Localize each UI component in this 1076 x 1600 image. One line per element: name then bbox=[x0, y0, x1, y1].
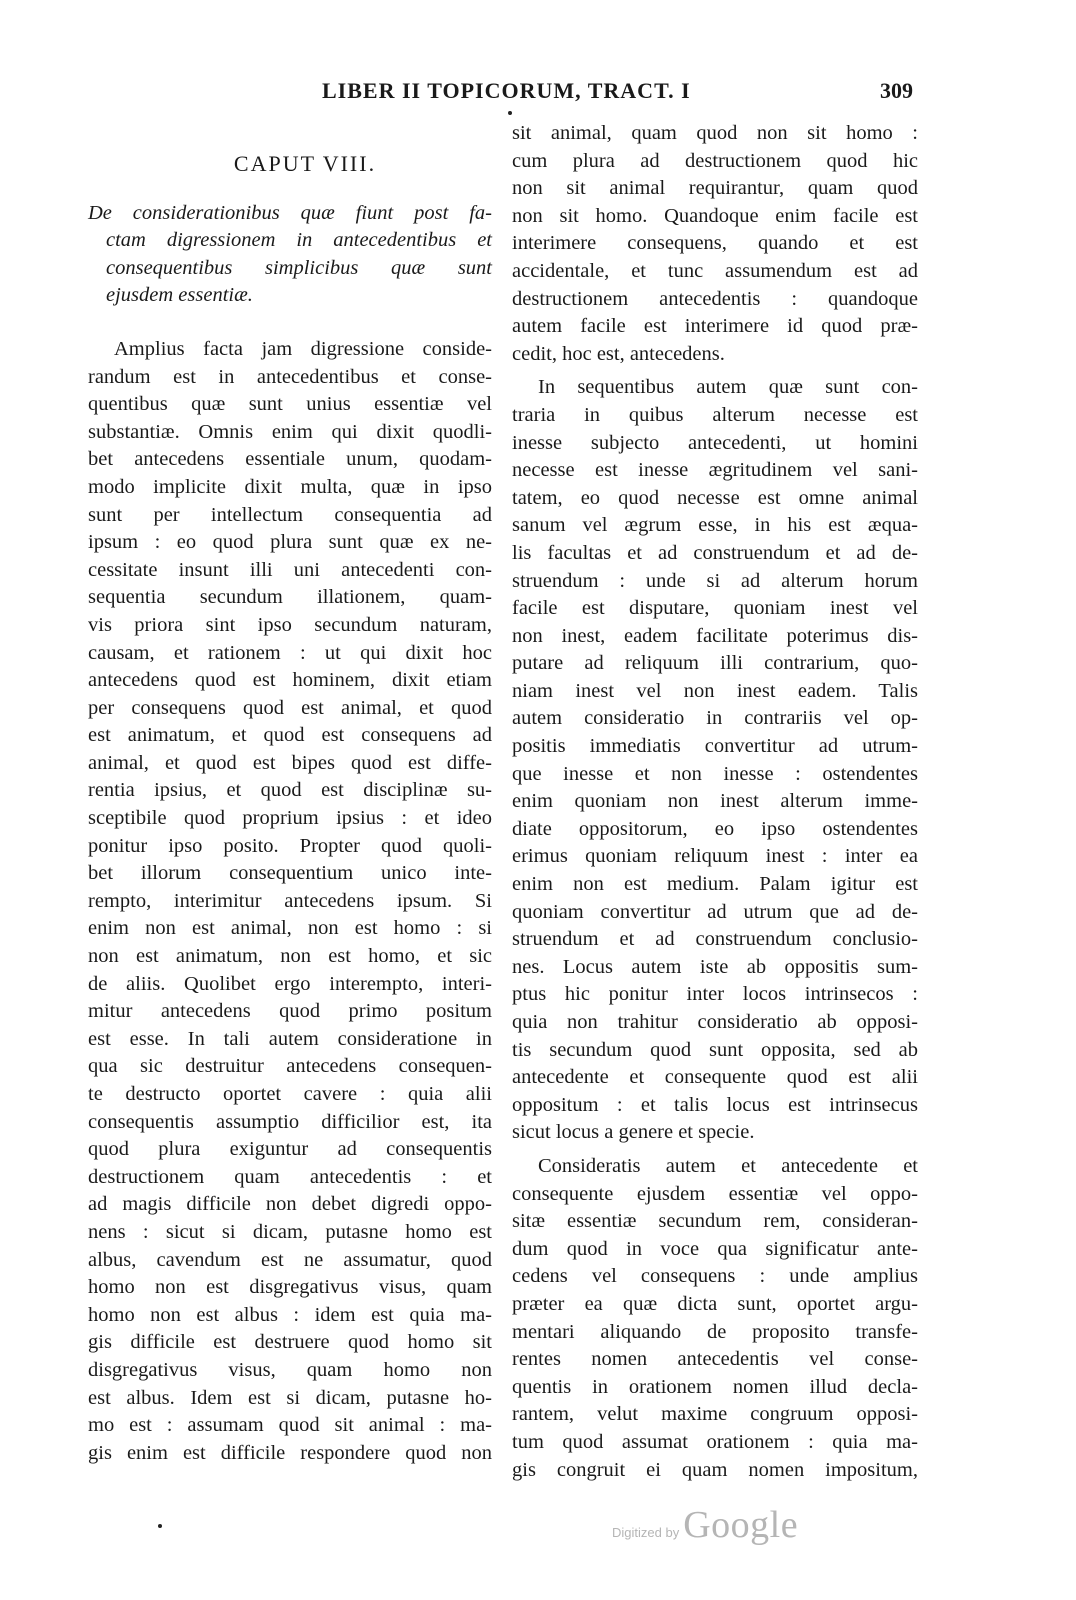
text-line: est albus. Idem est si dicam, putasne ho- bbox=[88, 1386, 492, 1409]
text-line: struendum et ad construendum conclusio- bbox=[512, 928, 918, 951]
text-line: sitæ essentiæ secundum rem, consideran- bbox=[512, 1210, 918, 1233]
text-line: ad magis difficile non debet digredi oppo- bbox=[88, 1193, 492, 1216]
text-line: erimus quoniam reliquum inest : inter ea bbox=[512, 845, 918, 868]
text-line: cedens vel consequens : unde amplius bbox=[512, 1265, 918, 1288]
text-line: oppositum : et talis locus est intrinsecus bbox=[512, 1093, 918, 1116]
text-line: substantiæ. Omnis enim qui dixit quodli- bbox=[88, 420, 492, 443]
text-line: antecedens quod est hominem, dixit etiam bbox=[88, 669, 492, 692]
paragraph-continuation bbox=[512, 120, 918, 368]
page-header bbox=[0, 72, 1076, 112]
text-line: gis congruit ei quam nomen impositum, bbox=[512, 1458, 918, 1481]
text-line: rempto, interimitur antecedens ipsum. Si bbox=[88, 889, 492, 912]
watermark-prefix: Digitized by bbox=[612, 1525, 680, 1540]
text-line: struendum : unde si ad alterum horum bbox=[512, 569, 918, 592]
text-line: niam inest vel non inest eadem. Talis bbox=[512, 679, 918, 702]
text-line: accidentale, et tunc assumendum est ad bbox=[512, 259, 918, 282]
text-line: animal, et quod est bipes quod est diffe- bbox=[88, 751, 492, 774]
text-line: rentia ipsius, et quod est disciplinæ su- bbox=[88, 779, 492, 802]
text-line: albus, cavendum est ne assumatur, quod bbox=[88, 1248, 492, 1271]
text-line: que inesse et non inesse : ostendentes bbox=[512, 762, 918, 785]
summary-line: ctam digressionem in antecedentibus et bbox=[106, 229, 492, 252]
text-line: enim non est animal, non est homo : si bbox=[88, 917, 492, 940]
text-line: vis priora sint ipso secundum naturam, bbox=[88, 613, 492, 636]
text-line: te destructo oportet cavere : quia alii bbox=[88, 1083, 492, 1105]
text-line: bet antecedens essentiale unum, quodam- bbox=[88, 448, 492, 471]
text-line: sicut locus a genere et specie. bbox=[512, 1121, 755, 1144]
text-line: sit animal, quam quod non sit homo : bbox=[512, 122, 918, 144]
running-head: LIBER II TOPICORUM, TRACT. I bbox=[322, 78, 691, 103]
text-line: Amplius facta jam digressione conside- bbox=[114, 337, 492, 360]
text-line: quia non trahitur consideratio ab opposi- bbox=[512, 1011, 918, 1033]
text-line: In sequentibus autem quæ sunt con- bbox=[538, 376, 918, 399]
text-line: destructionem antecedentis : quandoque bbox=[512, 287, 918, 310]
google-logo: Google bbox=[683, 1504, 799, 1546]
chapter-title: CAPUT VIII. bbox=[233, 151, 377, 176]
summary-line: ejusdem essentiæ. bbox=[106, 284, 253, 307]
paragraph-names bbox=[512, 1153, 918, 1484]
text-line: non sit homo. Quandoque enim facile est bbox=[512, 204, 918, 227]
text-line: præter ea quæ dicta sunt, oportet argu- bbox=[512, 1292, 918, 1315]
print-speck bbox=[508, 111, 512, 115]
text-line: ipsum : eo quod plura sunt quæ ex ne- bbox=[88, 531, 492, 554]
text-line: quentibus quæ sunt unius essentiæ vel bbox=[88, 393, 492, 416]
text-line: nes. Locus autem iste ab oppositis sum- bbox=[512, 955, 918, 978]
text-line: cedit, hoc est, antecedens. bbox=[512, 342, 725, 365]
text-line: mitur antecedens quod primo positum bbox=[88, 1000, 492, 1023]
text-line: disgregativus visus, quam homo non bbox=[88, 1358, 492, 1381]
text-line: gis difficile est destruere quod homo sit bbox=[88, 1331, 492, 1354]
text-line: non sit animal requirantur, quam quod bbox=[512, 177, 918, 200]
left-column bbox=[88, 120, 492, 1467]
text-line: facile est disputare, quoniam inest vel bbox=[512, 597, 918, 620]
text-line: causam, et rationem : ut qui dixit hoc bbox=[88, 641, 492, 664]
text-line: sceptibile quod proprium ipsius : et ideo bbox=[88, 807, 492, 830]
text-line: modo implicite dixit multa, quæ in ipso bbox=[88, 475, 492, 498]
text-line: de aliis. Quolibet ergo interempto, interi- bbox=[88, 972, 492, 995]
text-line: sequentia secundum illationem, quam- bbox=[88, 586, 492, 609]
text-line: ponitur ipso posito. Propter quod quoli- bbox=[88, 834, 492, 857]
text-line: mo est : assumam quod sit animal : ma- bbox=[88, 1414, 492, 1437]
summary-line: De considerationibus quæ fiunt post fa- bbox=[88, 201, 492, 224]
text-line: quod plura exiguntur ad consequentis bbox=[88, 1138, 492, 1161]
digitized-watermark bbox=[612, 1503, 852, 1553]
text-line: destructionem quam antecedentis : et bbox=[88, 1165, 492, 1188]
text-line: non inest, eadem facilitate poterimus dis- bbox=[512, 624, 918, 647]
text-line: diate oppositorum, eo ipso ostendentes bbox=[512, 817, 918, 840]
text-line: putare ad reliquum illi contrarium, quo- bbox=[512, 652, 918, 675]
text-line: enim quoniam non inest alterum imme- bbox=[512, 790, 918, 813]
text-line: randum est in antecedentibus et conse- bbox=[88, 365, 492, 388]
text-line: autem consideratio in contrariis vel op- bbox=[512, 707, 918, 730]
text-line: mentari aliquando de proposito transfe- bbox=[512, 1320, 918, 1343]
text-line: rentes nomen antecedentis vel conse- bbox=[512, 1348, 918, 1371]
text-line: non est animatum, non est homo, et sic bbox=[88, 945, 492, 968]
summary-line: consequentibus simplicibus quæ sunt bbox=[106, 256, 492, 279]
text-line: dum quod in voce qua significatur ante- bbox=[512, 1237, 918, 1260]
text-line: consequente ejusdem essentiæ vel oppo- bbox=[512, 1182, 918, 1205]
text-line: autem facile est interimere id quod præ- bbox=[512, 315, 918, 338]
text-line: lis facultas et ad construendum et ad de- bbox=[512, 541, 918, 564]
paragraph-contraries bbox=[512, 374, 918, 1147]
text-line: cum plura ad destructionem quod hic bbox=[512, 149, 918, 172]
text-line: tum quod assumat orationem : quia ma- bbox=[512, 1430, 918, 1453]
right-column bbox=[512, 120, 918, 1484]
chapter-summary bbox=[88, 200, 492, 310]
text-line: rantem, velut maxime congruum opposi- bbox=[512, 1403, 918, 1426]
text-line: interimere consequens, quando et est bbox=[512, 232, 918, 255]
text-line: quoniam convertitur ad utrum que ad de- bbox=[512, 900, 918, 923]
text-line: cessitate insunt illi uni antecedenti con- bbox=[88, 558, 492, 581]
text-line: qua sic destruitur antecedens consequen- bbox=[88, 1055, 492, 1078]
text-line: traria in quibus alterum necesse est bbox=[512, 403, 918, 426]
text-line: tis secundum quod sunt opposita, sed ab bbox=[512, 1038, 918, 1061]
text-line: homo non est disgregativus visus, quam bbox=[88, 1276, 492, 1299]
print-speck bbox=[158, 1524, 162, 1528]
text-line: necesse est inesse ægritudinem vel sani- bbox=[512, 459, 918, 482]
text-line: sunt per intellectum consequentia ad bbox=[88, 503, 492, 526]
text-line: per consequens quod est animal, et quod bbox=[88, 696, 492, 719]
text-line: inesse subjecto antecedenti, ut homini bbox=[512, 431, 918, 454]
text-line: nens : sicut si dicam, putasne homo est bbox=[88, 1220, 492, 1243]
text-line: sanum vel ægrum esse, in his est æqua- bbox=[512, 514, 918, 537]
text-line: enim non est medium. Palam igitur est bbox=[512, 873, 918, 896]
page-number: 309 bbox=[880, 78, 913, 103]
text-line: est esse. In tali autem consideratione in bbox=[88, 1027, 492, 1050]
text-line: tatem, eo quod necesse est omne animal bbox=[512, 486, 918, 509]
text-line: gis enim est difficile respondere quod non bbox=[88, 1441, 492, 1464]
text-line: ptus hic ponitur inter locos intrinsecos : bbox=[512, 983, 918, 1006]
text-line: homo non est albus : idem est quia ma- bbox=[88, 1303, 492, 1326]
left-body-text bbox=[88, 336, 492, 1467]
text-line: est animatum, et quod est consequens ad bbox=[88, 724, 492, 747]
text-line: Consideratis autem et antecedente et bbox=[538, 1154, 918, 1177]
text-line: positis immediatis convertitur ad utrum- bbox=[512, 735, 918, 758]
text-line: bet illorum consequentium unico inte- bbox=[88, 862, 492, 885]
text-line: quentis in orationem nomen illud decla- bbox=[512, 1375, 918, 1398]
text-line: antecedente et consequente quod est alii bbox=[512, 1066, 918, 1089]
text-line: consequentis assumptio difficilior est, ita bbox=[88, 1110, 492, 1133]
